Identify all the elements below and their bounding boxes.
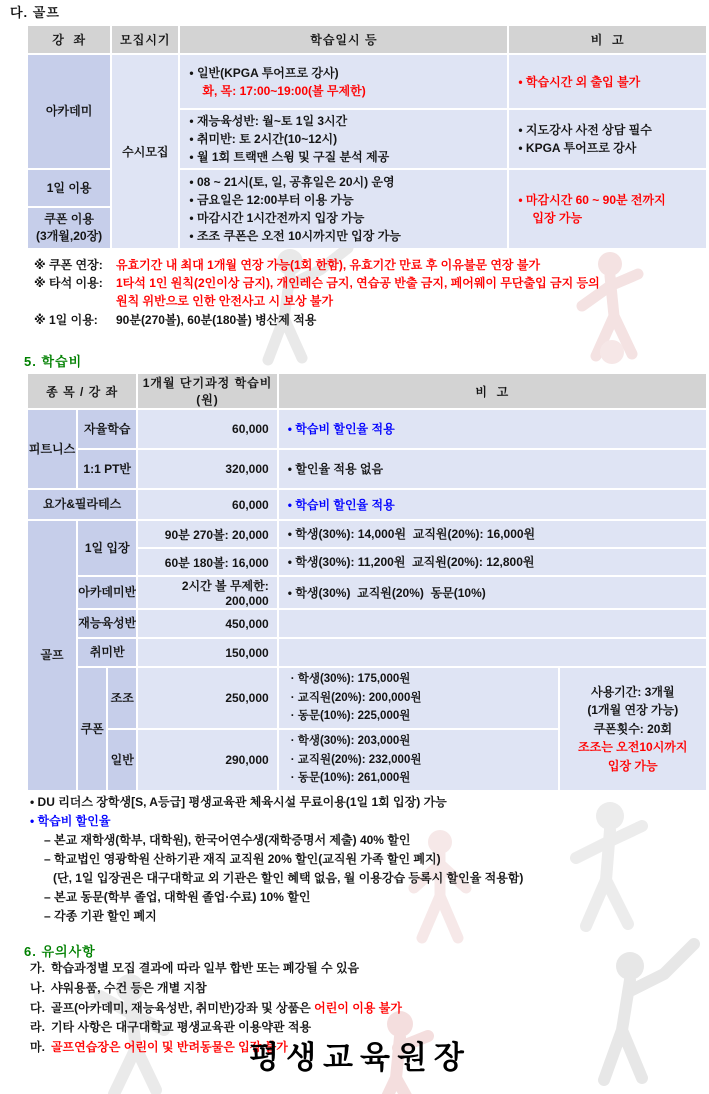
signature-text: 평생교육원장 (249, 1040, 471, 1075)
note-line: • KPGA 투어프로 강사 (518, 141, 637, 155)
caution-item (30, 960, 694, 977)
cell-price-academy: 2시간 볼 무제한: 200,000 (138, 577, 276, 608)
caution-label: 나. (30, 980, 45, 995)
schedule-line: • 월 1회 트랙맨 스윙 및 구질 분석 제공 (189, 150, 390, 164)
cell-note-90min: • 학생(30%): 14,000원 교직원(20%): 16,000원 (279, 521, 706, 547)
golf-notes (34, 256, 700, 329)
note-line: • 지도강사 사전 상담 필수 (518, 123, 652, 137)
cell-note-self-study: • 학습비 할인율 적용 (279, 410, 706, 448)
golf-schedule-table (26, 24, 708, 250)
usage-line: 사용기간: 3개월 (590, 684, 675, 699)
schedule-line: • 마감시간 1시간전까지 입장 가능 (189, 211, 365, 225)
note-text-red: 1타석 1인 원칙(2인이상 금지), 개인레슨 금지, 연습공 반출 금지, 페어웨이 무단출입 금지 등의 (116, 276, 600, 291)
discount-item: – 각종 기관 할인 폐지 (44, 909, 157, 924)
note-coupon-extension (34, 256, 700, 274)
note-label: ※ 쿠폰 연장: (34, 258, 103, 272)
cell-note-yoga: • 학습비 할인율 적용 (279, 490, 706, 519)
header-note: 비 고 (279, 374, 706, 408)
table-row (28, 668, 706, 728)
caution-text: 학습과정별 모집 결과에 따라 일부 합반 또는 폐강될 수 있음 (50, 961, 360, 975)
table-row (28, 490, 706, 519)
discount-line: · 동문(10%): 225,000원 (290, 710, 411, 723)
cell-coupon-use-label: 쿠폰 이용 (44, 212, 94, 227)
cell-price-self-study: 60,000 (138, 410, 276, 448)
header-schedule: 학습일시 등 (180, 26, 507, 53)
cell-price-yoga: 60,000 (138, 490, 276, 519)
discount-item: – 본교 동문(학부 졸업, 대학원 졸업·수료) 10% 할인 (44, 890, 311, 905)
note-text-red: 유효기간 내 최대 1개월 연장 가능(1회 한함), 유효기간 만료 후 이유불문 연장 불가 (116, 258, 541, 272)
cell-day-coupon-schedule (180, 170, 507, 248)
caution-label: 가. (30, 961, 45, 975)
caution-item (30, 980, 694, 997)
cell-price-general: 290,000 (138, 730, 276, 790)
note-line-red: 입장 가능 (532, 211, 583, 225)
cell-note-empty (279, 639, 706, 666)
cell-talent-class: 재능육성반 (78, 610, 136, 637)
caution-text: 기타 사항은 대구대학교 평생교육관 이용약관 적용 (50, 1020, 312, 1035)
cell-self-study: 자율학습 (78, 410, 136, 448)
schedule-line: • 취미반: 토 2시간(10~12시) (189, 132, 338, 146)
note-text-red: 원칙 위반으로 인한 안전사고 시 보상 불가 (116, 294, 334, 309)
table-row (28, 450, 706, 488)
note-text (116, 274, 700, 310)
cell-fitness: 피트니스 (28, 410, 76, 488)
table-row (28, 610, 706, 637)
cell-day-coupon-note (509, 170, 706, 248)
discount-item: – 학교법인 영광학원 산하기관 재직 교직원 20% 할인(교직원 가족 할인 폐지) (44, 852, 441, 867)
cell-hobby-class: 취미반 (78, 639, 136, 666)
golf-section-title: 다. 골프 (10, 5, 60, 20)
header-item: 종 목 / 강 좌 (28, 374, 136, 408)
discount-rate-heading: • 학습비 할인율 (30, 814, 111, 829)
note-text: 90분(270볼), 60분(180볼) 병산제 적용 (116, 312, 317, 327)
schedule-line: • 조조 쿠폰은 오전 10시까지만 입장 가능 (189, 229, 401, 243)
cell-price-hobby: 150,000 (138, 639, 276, 666)
discount-line: · 교직원(20%): 200,000원 (290, 691, 422, 704)
cell-yoga-pilates: 요가&필라테스 (28, 490, 136, 519)
cell-day-entry: 1일 입장 (78, 521, 136, 575)
schedule-line: • 금요일은 12:00부터 이용 가능 (189, 193, 354, 207)
caution-text: 골프(아카데미, 재능육성반, 취미반)강좌 및 상품은 (50, 1000, 315, 1015)
header-course: 강 좌 (28, 26, 110, 53)
cell-price-early: 250,000 (138, 668, 276, 728)
cell-discounts-general (279, 730, 558, 790)
cell-day-use: 1일 이용 (28, 170, 110, 206)
cell-academy-general-note: • 학습시간 외 출입 불가 (509, 55, 706, 108)
caution-text-red: 어린이 이용 불가 (314, 1000, 402, 1015)
table-row (28, 577, 706, 608)
caution-item (30, 1000, 694, 1017)
cell-note-60min: • 학생(30%): 11,200원 교직원(20%): 12,800원 (279, 549, 706, 575)
usage-line-red: 조조는 오전10시까지 (578, 740, 688, 755)
table-row (28, 26, 706, 53)
cell-early-bird: 조조 (108, 668, 136, 728)
cell-pt-class: 1:1 PT반 (78, 450, 136, 488)
cell-academy-class: 아카데미반 (78, 577, 136, 608)
cell-coupon: 쿠폰 (78, 668, 106, 790)
note-label: ※ 1일 이용: (34, 312, 98, 327)
note-tee-box-rules (34, 274, 700, 310)
caution-text-red: 골프연습장은 어린이 및 반려동물은 입장 불가 (50, 1040, 288, 1055)
note-label: ※ 타석 이용: (34, 276, 103, 291)
discount-item: – 본교 재학생(학부, 대학원), 한국어연수생(재학증명서 제출) 40% 할인 (44, 833, 411, 848)
fee-notes (30, 794, 694, 927)
header-recruit: 모집시기 (112, 26, 178, 53)
schedule-line: • 재능육성반: 월~토 1일 3시간 (189, 114, 348, 128)
cell-golf: 골프 (28, 521, 76, 790)
cell-coupon-use (28, 208, 110, 248)
cell-price-60min: 60분 180볼: 16,000 (138, 549, 276, 575)
caution-text: 샤워용품, 수건 등은 개별 지참 (50, 980, 207, 995)
cell-discounts-early (279, 668, 558, 728)
du-leaders-note: • DU 리더스 장학생[S, A등급] 평생교육관 체육시설 무료이용(1일 1회 입장) 가능 (30, 795, 447, 809)
schedule-line-red: 화, 목: 17:00~19:00(볼 무제한) (202, 83, 366, 98)
header-price: 1개월 단기과정 학습비(원) (138, 374, 276, 408)
cell-coupon-use-sub: (3개월,20장) (36, 229, 103, 243)
table-row (28, 639, 706, 666)
cell-note-academy: • 학생(30%) 교직원(20%) 동문(10%) (279, 577, 706, 608)
cell-academy-general-schedule (180, 55, 507, 108)
schedule-line: • 일반(KPGA 투어프로 강사) (189, 65, 339, 80)
cell-academy-detail-note (509, 110, 706, 168)
cell-note-empty (279, 610, 706, 637)
discount-line: · 학생(30%): 175,000원 (290, 673, 411, 686)
cell-academy-detail-schedule (180, 110, 507, 168)
tuition-fee-table (26, 372, 708, 792)
header-note: 비 고 (509, 26, 706, 53)
table-row (28, 55, 706, 108)
discount-line: · 학생(30%): 203,000원 (290, 735, 411, 748)
usage-line: (1개월 연장 가능) (587, 703, 679, 718)
cell-academy: 아카데미 (28, 55, 110, 168)
note-line-red: • 마감시간 60 ~ 90분 전까지 (518, 193, 666, 207)
cell-price-pt: 320,000 (138, 450, 276, 488)
caution-label: 마. (30, 1040, 45, 1055)
table-row (28, 374, 706, 408)
cell-price-90min: 90분 270볼: 20,000 (138, 521, 276, 547)
caution-section-title: 6. 유의사항 (24, 944, 96, 959)
caution-label: 다. (30, 1000, 45, 1015)
cell-recruit-anytime: 수시모집 (112, 55, 178, 248)
note-day-use (34, 311, 700, 329)
cell-price-talent: 450,000 (138, 610, 276, 637)
usage-line: 쿠폰횟수: 20회 (593, 721, 673, 736)
cell-note-pt: • 할인율 적용 없음 (279, 450, 706, 488)
cell-general: 일반 (108, 730, 136, 790)
discount-line: · 동문(10%): 261,000원 (290, 772, 411, 785)
cell-coupon-usage (560, 668, 706, 790)
fee-section-title: 5. 학습비 (24, 354, 83, 369)
schedule-line: • 08 ~ 21시(토, 일, 공휴일은 20시) 운영 (189, 175, 395, 189)
discount-line: · 교직원(20%): 232,000원 (290, 753, 422, 766)
table-row (28, 521, 706, 547)
usage-line-red: 입장 가능 (607, 758, 658, 773)
table-row (28, 410, 706, 448)
discount-item-sub: (단, 1일 입장권은 대구대학교 외 기관은 할인 혜택 없음, 월 이용강습 등록시 할인율 적용함) (53, 871, 524, 886)
caution-label: 라. (30, 1020, 45, 1035)
